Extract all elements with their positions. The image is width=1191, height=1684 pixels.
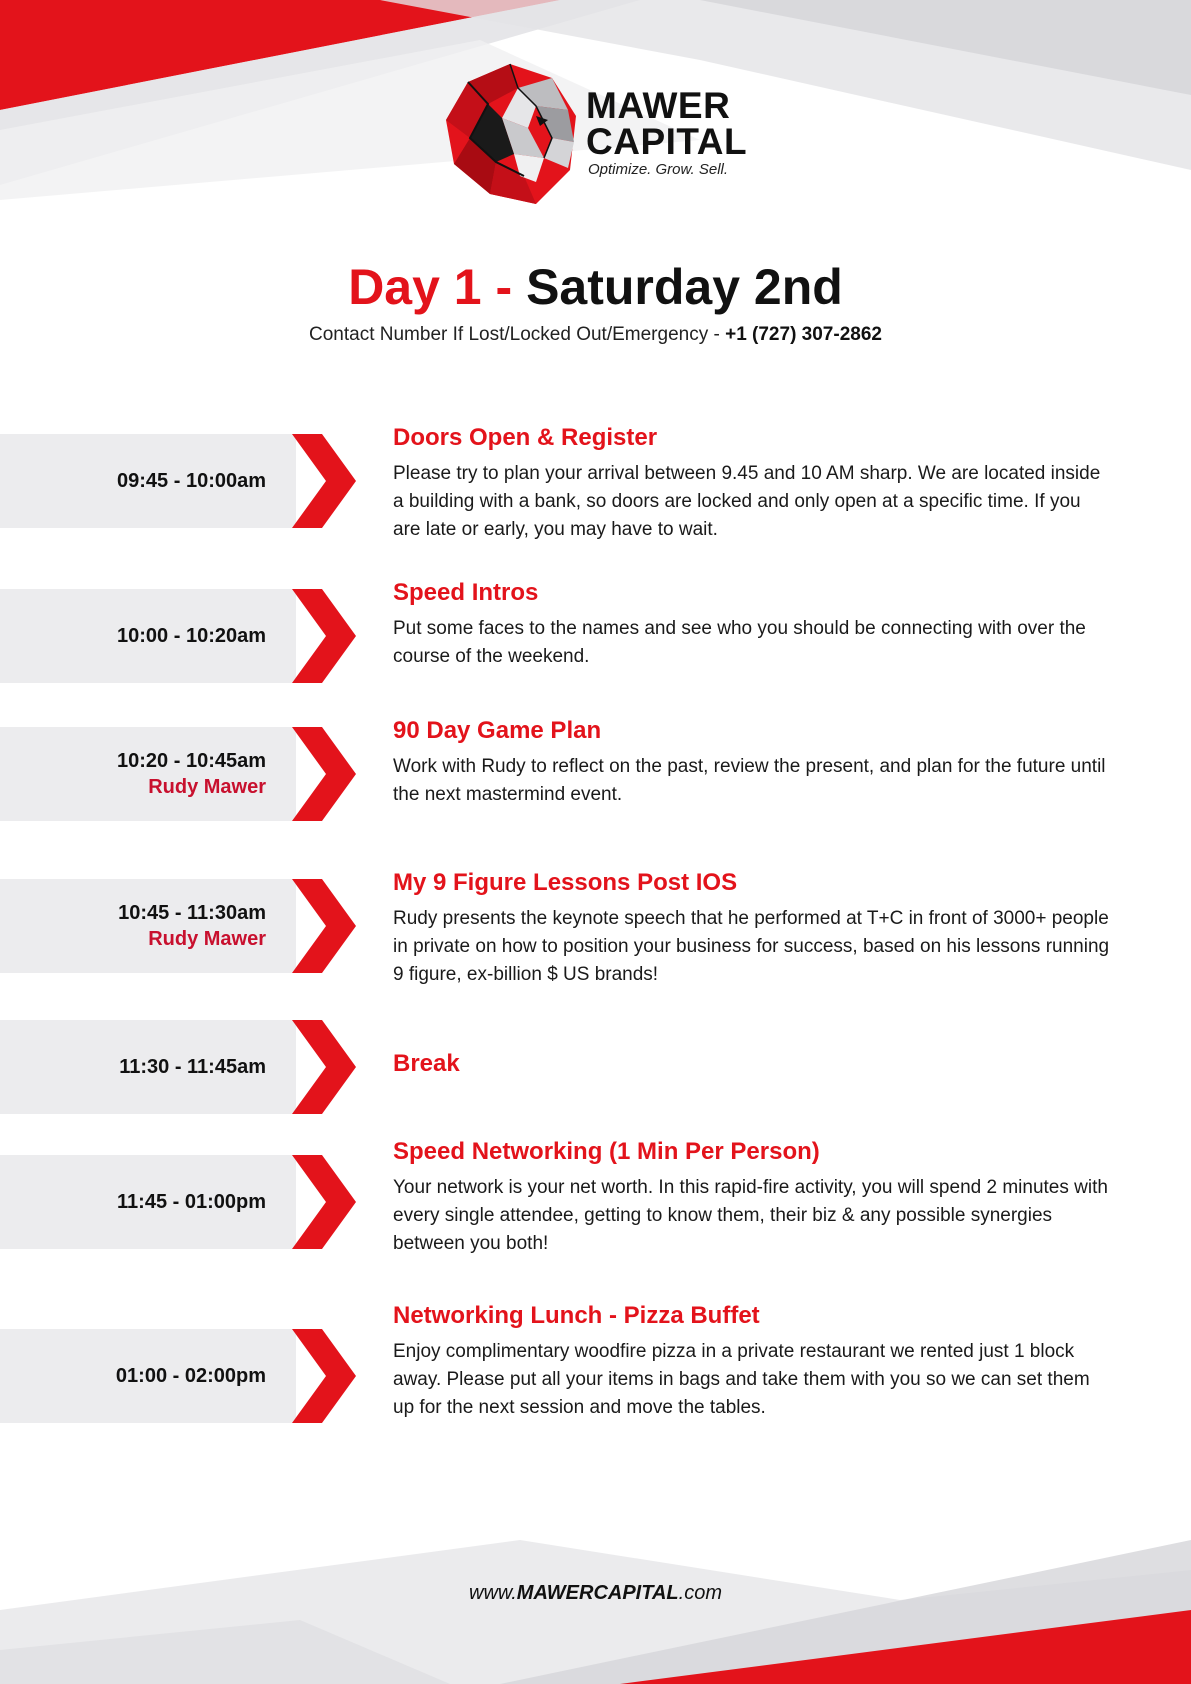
brand-line-1: MAWER [586,85,731,126]
brand-name [586,85,748,162]
session-description: Rudy presents the keynote speech that he performed at T+C in front of 3000+ people in private on how to position your business for success, based on his lessons running 9 figure, ex-billion $ US brands! [393,908,1110,985]
time-box [0,727,296,821]
logo [440,58,760,208]
speaker-name: Rudy Mawer [148,776,266,798]
session-description: Put some faces to the names and see who you should be connecting with over the course of the weekend. [393,618,1086,667]
session-title: Speed Networking (1 Min Per Person) [393,1138,820,1165]
contact-line [0,324,1191,346]
session-description: Enjoy complimentary woodfire pizza in a private restaurant we rented just 1 block away. Please put all your items in bags and take them with you so we can set them up for the next session and move the tables. [393,1341,1090,1418]
time-box [0,1020,296,1114]
session-description: Work with Rudy to reflect on the past, review the present, and plan for the future until the next mastermind event. [393,756,1106,805]
time-range: 10:45 - 11:30am [118,902,266,924]
time-box [0,1155,296,1249]
chevron-right-icon [292,879,356,973]
contact-label: Contact Number If Lost/Locked Out/Emergency - [309,324,720,345]
session-title: My 9 Figure Lessons Post IOS [393,869,738,896]
session-title: 90 Day Game Plan [393,717,602,744]
page-title [0,258,1191,316]
session-title: Networking Lunch - Pizza Buffet [393,1302,760,1329]
day-label: Day 1 - [348,259,513,315]
time-range: 01:00 - 02:00pm [115,1365,266,1387]
session-description: Your network is your net worth. In this rapid-fire activity, you will spend 2 minutes with every single attendee, getting to know them, their biz & any possible synergies between you both! [393,1177,1108,1254]
chevron-right-icon [292,434,356,528]
session-title: Speed Intros [393,579,539,606]
chevron-right-icon [292,727,356,821]
time-range: 11:30 - 11:45am [119,1056,266,1078]
time-box [0,879,296,973]
session-description: Please try to plan your arrival between 9.45 and 10 AM sharp. We are located inside a building with a bank, so doors are locked and only open at a specific time. If you are late or early, you may have to wait. [393,463,1101,540]
footer-domain: MAWERCAPITAL [516,1582,679,1604]
chevron-right-icon [292,1020,356,1114]
time-box [0,434,296,528]
time-range: 10:00 - 10:20am [117,625,266,647]
lion-logo-icon [440,58,590,208]
time-range: 09:45 - 10:00am [117,470,266,492]
speaker-name: Rudy Mawer [148,928,266,950]
website-footer [0,1582,1191,1605]
footer-suffix: .com [678,1582,722,1604]
contact-phone: +1 (727) 307-2862 [725,324,882,345]
time-box [0,1329,296,1423]
footer-prefix: www. [469,1582,517,1604]
time-range: 10:20 - 10:45am [117,750,266,772]
chevron-right-icon [292,589,356,683]
time-box [0,589,296,683]
session-title: Break [393,1050,460,1077]
chevron-right-icon [292,1329,356,1423]
brand-tagline: Optimize. Grow. Sell. [588,161,729,178]
time-range: 11:45 - 01:00pm [117,1191,266,1213]
date-label: Saturday 2nd [526,259,843,315]
session-title: Doors Open & Register [393,424,658,451]
brand-line-2: CAPITAL [586,121,748,162]
chevron-right-icon [292,1155,356,1249]
